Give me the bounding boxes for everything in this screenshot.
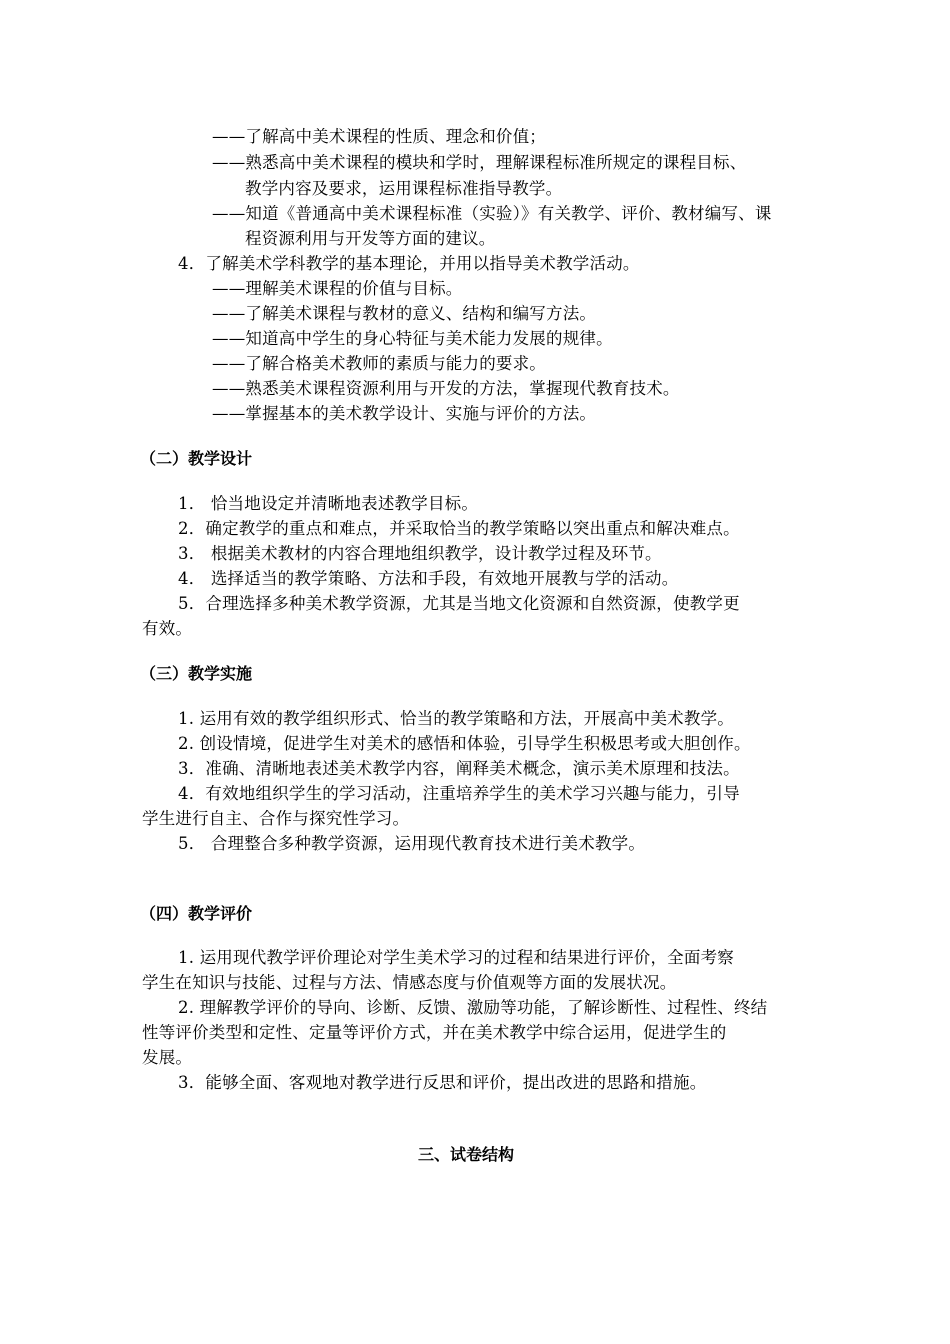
numbered-item: 1. 运用现代教学评价理论对学生美术学习的过程和结果进行评价，全面考察 [178, 948, 734, 967]
requirement-line: ——知道《普通高中美术课程标准（实验）》有关教学、评价、教材编写、课 [212, 204, 772, 223]
requirement-line: ——了解美术课程与教材的意义、结构和编写方法。 [212, 304, 597, 323]
numbered-item: 3． 根据美术教材的内容合理地组织教学，设计教学过程及环节。 [178, 544, 662, 563]
requirement-line: 教学内容及要求，运用课程标准指导教学。 [245, 179, 563, 198]
numbered-item: 4．了解美术学科教学的基本理论，并用以指导美术教学活动。 [178, 254, 640, 273]
numbered-item: 2. 理解教学评价的导向、诊断、反馈、激励等功能，了解诊断性、过程性、终结 [178, 998, 768, 1017]
numbered-item: 3．能够全面、客观地对教学进行反思和评价，提出改进的思路和措施。 [178, 1073, 707, 1092]
numbered-item-continuation: 有效。 [142, 619, 193, 638]
requirement-line: ——了解合格美术教师的素质与能力的要求。 [212, 354, 546, 373]
requirement-line: ——熟悉高中美术课程的模块和学时，理解课程标准所规定的课程目标、 [212, 153, 747, 172]
section-heading-teaching-implementation: （三）教学实施 [140, 664, 253, 683]
numbered-item: 3．准确、清晰地表述美术教学内容，阐释美术概念，演示美术原理和技法。 [178, 759, 740, 778]
section-heading-teaching-evaluation: （四）教学评价 [140, 904, 253, 923]
numbered-item: 5． 合理整合多种教学资源，运用现代教育技术进行美术教学。 [178, 834, 646, 853]
numbered-item: 1． 恰当地设定并清晰地表述教学目标。 [178, 494, 479, 513]
requirement-line: ——熟悉美术课程资源利用与开发的方法，掌握现代教育技术。 [212, 379, 680, 398]
numbered-item-continuation: 性等评价类型和定性、定量等评价方式，并在美术教学中综合运用，促进学生的 [142, 1023, 727, 1042]
requirement-line: ——了解高中美术课程的性质、理念和价值； [212, 127, 546, 146]
numbered-item-continuation: 发展。 [142, 1048, 193, 1067]
numbered-item-continuation: 学生在知识与技能、过程与方法、情感态度与价值观等方面的发展状况。 [142, 973, 677, 992]
numbered-item: 4．有效地组织学生的学习活动，注重培养学生的美术学习兴趣与能力，引导 [178, 784, 740, 803]
numbered-item: 4． 选择适当的教学策略、方法和手段，有效地开展教与学的活动。 [178, 569, 679, 588]
numbered-item: 1. 运用有效的教学组织形式、恰当的教学策略和方法，开展高中美术教学。 [178, 709, 734, 728]
numbered-item: 2．确定教学的重点和难点，并采取恰当的教学策略以突出重点和解决难点。 [178, 519, 740, 538]
requirement-line: ——理解美术课程的价值与目标。 [212, 279, 463, 298]
requirement-line: 程资源利用与开发等方面的建议。 [245, 229, 496, 248]
requirement-line: ——知道高中学生的身心特征与美术能力发展的规律。 [212, 329, 613, 348]
section-heading-teaching-design: （二）教学设计 [140, 449, 253, 468]
requirement-line: ——掌握基本的美术教学设计、实施与评价的方法。 [212, 404, 597, 423]
numbered-item: 2. 创设情境，促进学生对美术的感悟和体验，引导学生积极思考或大胆创作。 [178, 734, 751, 753]
numbered-item: 5．合理选择多种美术教学资源，尤其是当地文化资源和自然资源，使教学更 [178, 594, 740, 613]
numbered-item-continuation: 学生进行自主、合作与探究性学习。 [142, 809, 410, 828]
chapter-title-exam-structure: 三、试卷结构 [418, 1145, 515, 1164]
